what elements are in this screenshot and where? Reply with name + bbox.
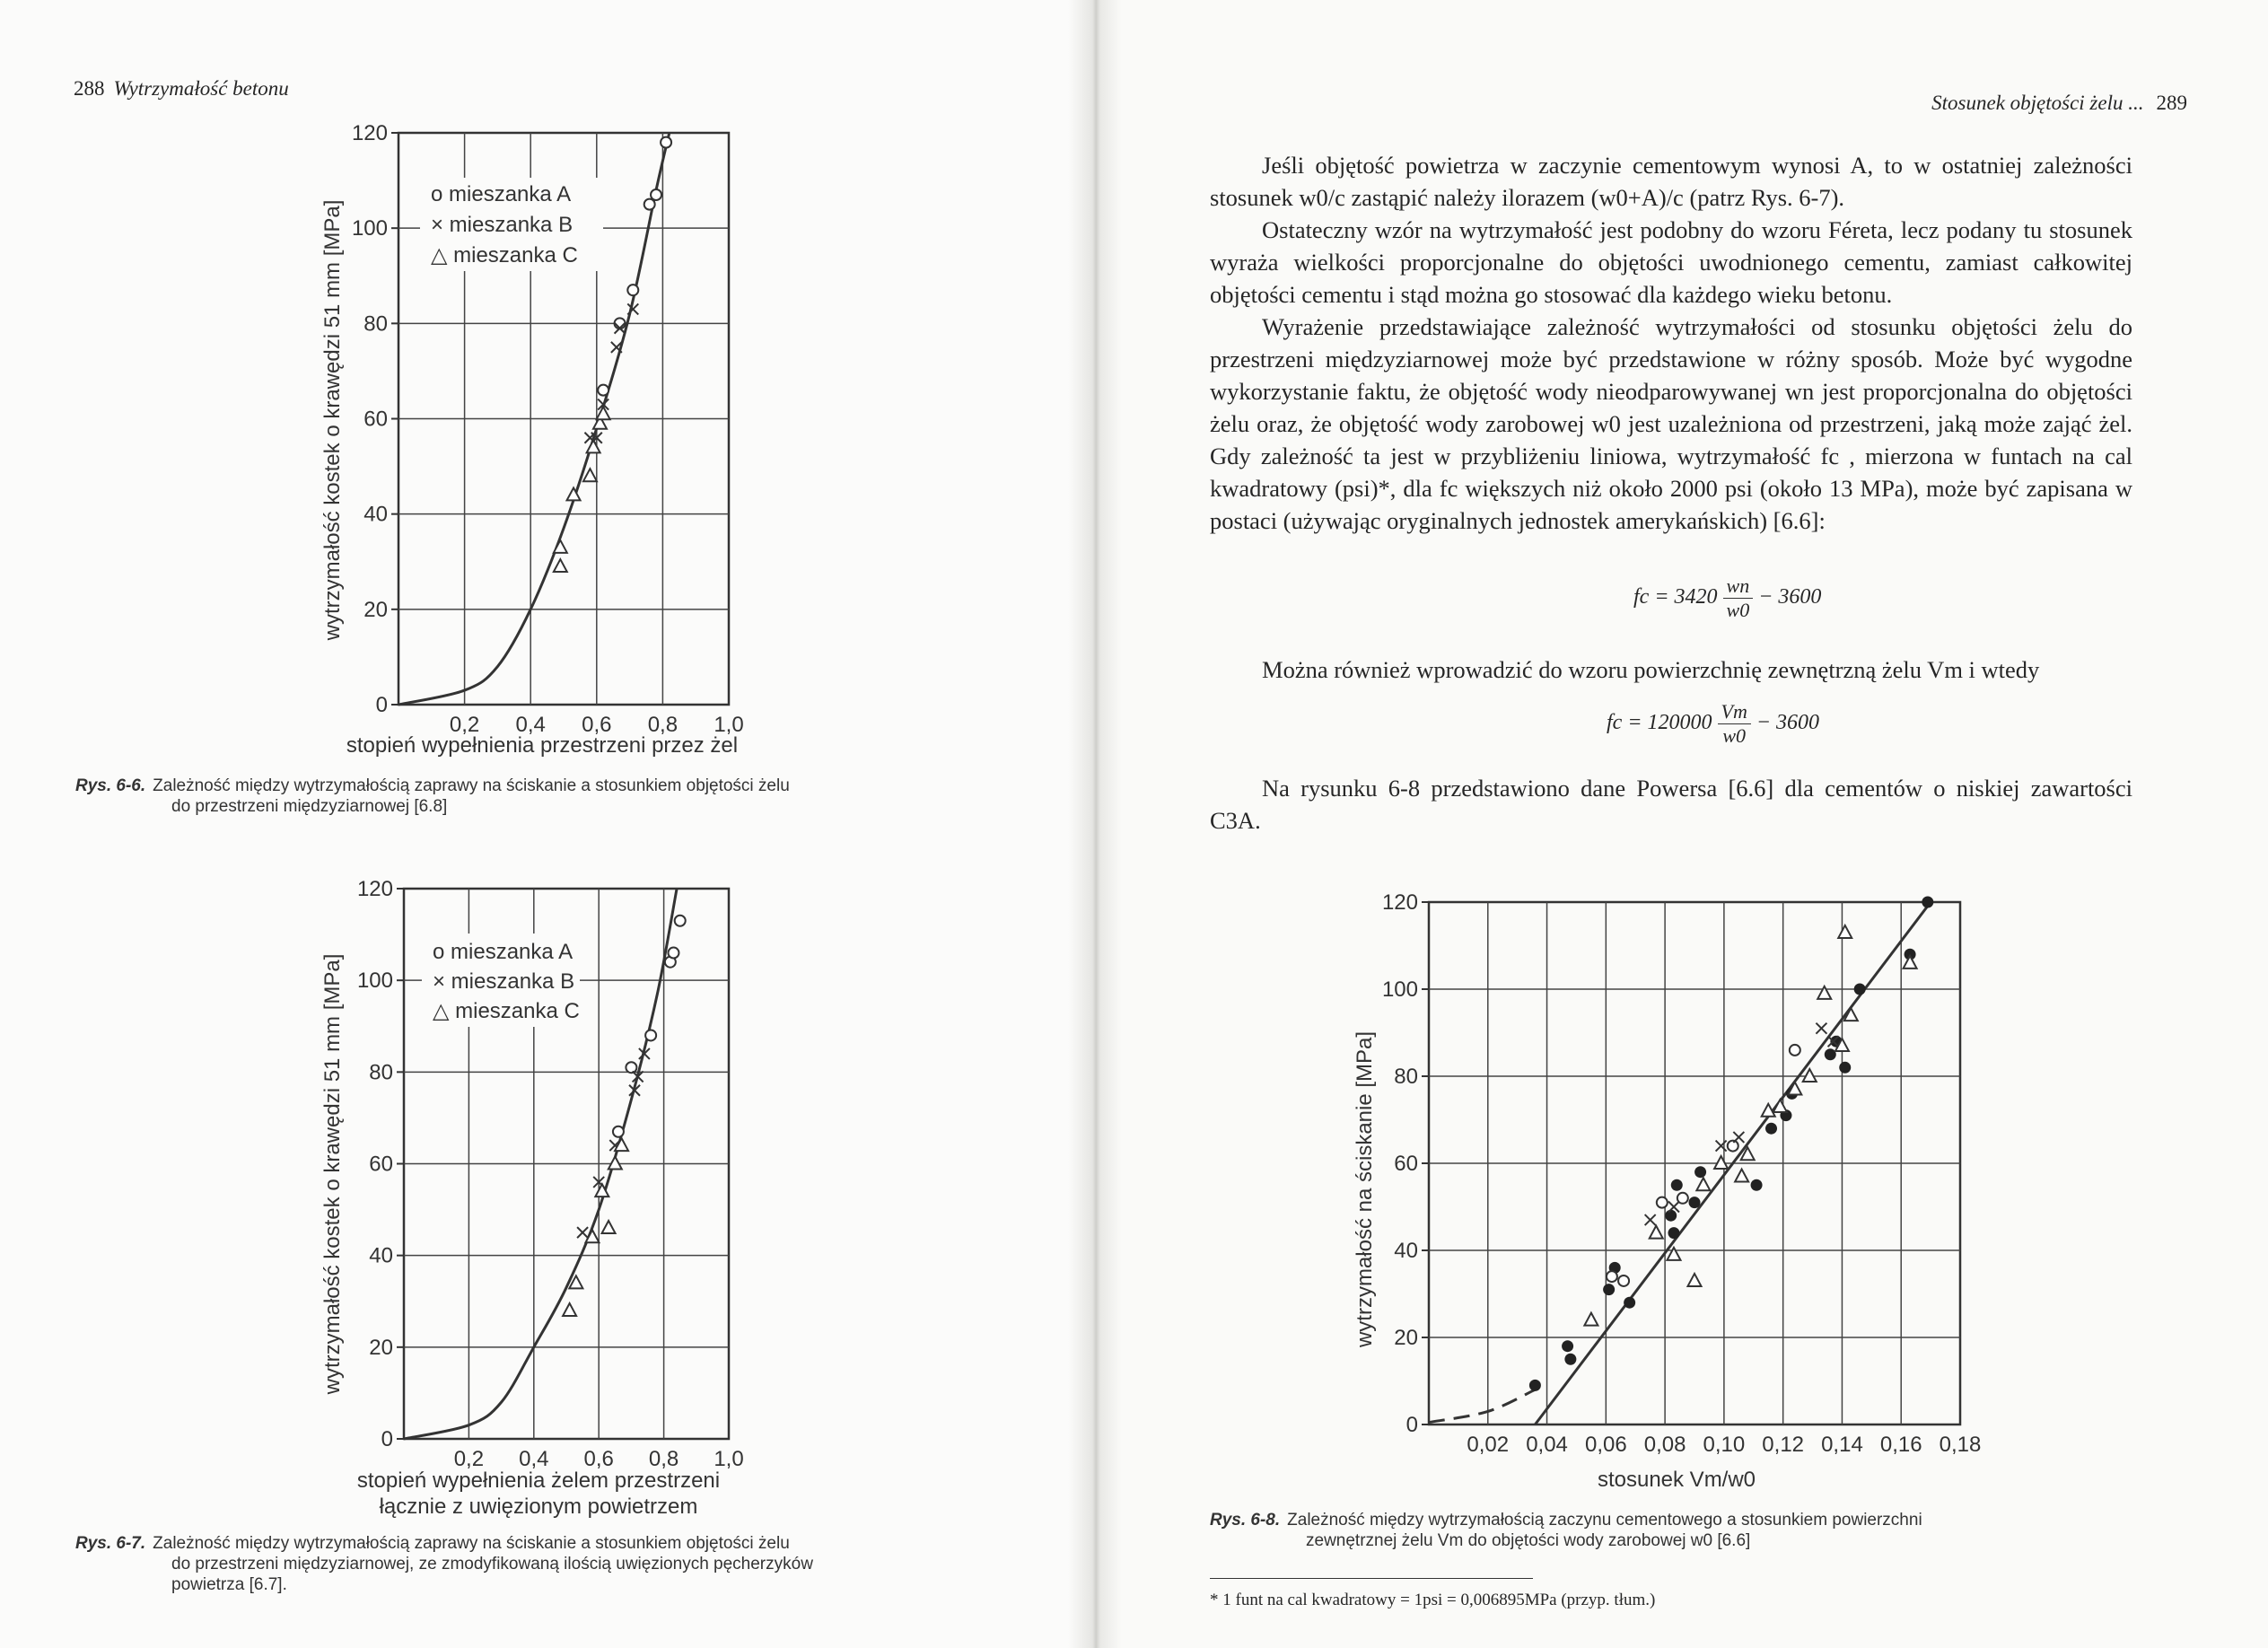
paragraph-1: Jeśli objętość powietrza w zaczynie cementowym wynosi A, to w ostatniej zależności stosunek w0/c zastąpić należy ilorazem (w0+A)/c (patrz Rys. 6-7). <box>1210 152 2132 211</box>
fig68-point-triangle <box>1838 925 1852 938</box>
fig68-point-circle <box>1607 1271 1617 1282</box>
fig66-legend-c: △ mieszanka C <box>431 243 578 267</box>
fig66-xtick-label: 0,8 <box>647 713 679 737</box>
fig68-point-circle <box>1790 1045 1800 1056</box>
fig68-ytick-label: 80 <box>1394 1065 1418 1089</box>
fig68-xlabel: stosunek Vm/w0 <box>1597 1468 1756 1492</box>
fig68-ytick-label: 0 <box>1405 1413 1418 1437</box>
fig67-xlabel-line2: łącznie z uwięzionym powietrzem <box>379 1495 698 1519</box>
footnote-rule <box>1210 1578 1533 1579</box>
fig67-legend-a: o mieszanka A <box>433 940 574 964</box>
fig68-point-triangle <box>1817 986 1831 999</box>
formula1-den: w0 <box>1726 599 1750 621</box>
fig68-ytick-label: 20 <box>1394 1326 1418 1350</box>
fig68-xtick-label: 0,14 <box>1821 1433 1863 1457</box>
fig68-point-cross <box>1816 1023 1826 1034</box>
fig67-caption-label: Rys. 6-7. <box>75 1534 146 1553</box>
fig68-point-dot <box>1562 1340 1573 1352</box>
fig68-point-triangle <box>1650 1226 1663 1239</box>
fig68-point-dot <box>1624 1297 1635 1309</box>
formula2-rhs: − 3600 <box>1756 711 1820 735</box>
fig66-caption-line1: Zależność między wytrzymałością zaprawy na ściskanie a stosunkiem objętości żelu <box>153 776 790 795</box>
fig66-legend-b: × mieszanka B <box>431 213 574 237</box>
fig68-point-triangle <box>1696 1178 1710 1190</box>
fig68-point-dot <box>1765 1123 1777 1135</box>
fig68-point-triangle <box>1803 1069 1817 1082</box>
fig67-ytick-label: 80 <box>369 1060 393 1085</box>
fig68-point-triangle <box>1688 1274 1702 1286</box>
fig68-xtick-label: 0,04 <box>1526 1433 1568 1457</box>
fig68-dashed-line <box>1429 1389 1535 1422</box>
fig68-point-dot <box>1854 984 1866 995</box>
fig68-xtick-label: 0,06 <box>1584 1433 1627 1457</box>
fig68-point-dot <box>1751 1179 1763 1191</box>
formula2-lhs: fc = 120000 <box>1607 711 1712 735</box>
left-page-number: 288 <box>74 77 105 100</box>
fig67-ytick-label: 0 <box>381 1427 393 1451</box>
fig67-xtick-label: 1,0 <box>714 1447 744 1471</box>
fig66-caption-label: Rys. 6-6. <box>75 776 146 795</box>
fig67-caption-line3: powietrza [6.7]. <box>171 1575 287 1594</box>
fig67-ytick-label: 60 <box>369 1152 393 1177</box>
fig66-xtick-label: 0,6 <box>582 713 612 737</box>
fig68-xtick-label: 0,08 <box>1643 1433 1686 1457</box>
fig68-xtick-label: 0,12 <box>1762 1433 1805 1457</box>
fig66-ytick-label: 0 <box>375 693 388 717</box>
fig68-point-dot <box>1668 1227 1679 1239</box>
fig66-xtick-label: 1,0 <box>714 713 744 737</box>
fig67-caption-line2: do przestrzeni międzyziarnowej, ze zmodyfikowaną ilością uwięzionych pęcherzyków <box>171 1555 813 1573</box>
formula1-num: wn <box>1723 574 1754 599</box>
fig68-ytick-label: 40 <box>1394 1239 1418 1263</box>
fig68-point-dot <box>1564 1354 1576 1365</box>
fig66-legend-a: o mieszanka A <box>431 182 572 206</box>
fig68-caption-line2: zewnętrznej żelu Vm do objętości wody zarobowej w0 [6.6] <box>1306 1531 1751 1550</box>
fig66-ytick-label: 40 <box>363 502 388 527</box>
fig66-xlabel: stopień wypełnienia przestrzeni przez żel <box>346 733 739 758</box>
fig68-point-cross <box>1716 1141 1727 1152</box>
fig68-point-dot <box>1529 1380 1541 1391</box>
formula1-rhs: − 3600 <box>1758 585 1822 609</box>
footnote: * 1 funt na cal kwadratowy = 1psi = 0,006895MPa (przyp. tłum.) <box>1210 1591 1656 1609</box>
fig68-point-circle <box>1618 1275 1629 1286</box>
fig67-legend-c: △ mieszanka C <box>433 999 580 1023</box>
fig68-point-cross <box>1733 1132 1744 1143</box>
left-running-title: Wytrzymałość betonu <box>113 77 289 100</box>
paragraph-3: Wyrażenie przedstawiające zależność wytrzymałości od stosunku objętości żelu do przestrzeni międzyziarnowej może być przedstawione w różny sposób. Może być wygodne wykorzystanie faktu, że objętość wody nieodparowywanej wn jest proporcjonalna do objętości żelu oraz, że objętość wody zarobowej w0 jest uzależniona od przestrzeni, jaką może zająć żel. Gdy zależność ta jest w przybliżeniu liniowa, wytrzymałość fc , mierzona w funtach na cal kwadratowy (psi)*, dla fc większych niż około 2000 psi (około 13 MPa), może być zapisana w postaci (używając oryginalnych jednostek amerykańskich) [6.6]: <box>1210 313 2132 534</box>
fig67-ylabel: wytrzymałość kostek o krawędzi 51 mm [MPa] <box>320 953 345 1395</box>
fig68-caption <box>1210 1510 2143 1551</box>
fig66-ytick-label: 20 <box>363 597 388 622</box>
fig68-point-cross <box>1645 1214 1656 1225</box>
fig67-legend-b: × mieszanka B <box>433 969 575 994</box>
fig66-ylabel: wytrzymałość kostek o krawędzi 51 mm [MPa] <box>320 199 345 641</box>
fig68-ytick-label: 60 <box>1394 1152 1418 1176</box>
fig66-ytick-label: 80 <box>363 311 388 337</box>
fig66-ytick-label: 100 <box>351 216 388 241</box>
fig67-xtick-label: 0,2 <box>453 1447 485 1471</box>
fig68-point-dot <box>1694 1166 1706 1178</box>
fig68-caption-line1: Zależność między wytrzymałością zaczynu cementowego a stosunkiem powierzchni <box>1287 1511 1922 1530</box>
fig67-ytick-label: 100 <box>356 969 393 994</box>
formula2-num: Vm <box>1718 700 1751 724</box>
fig68-xtick-label: 0,10 <box>1703 1433 1746 1457</box>
fig68-point-dot <box>1665 1210 1677 1222</box>
fig68-point-circle <box>1728 1141 1738 1152</box>
fig68-point-triangle <box>1714 1156 1728 1169</box>
paragraph-2: Ostateczny wzór na wytrzymałość jest podobny do wzoru Féreta, lecz podany tu stosunek wyraża wielkości proporcjonalne do objętości uwodnionego cementu, zamiast całkowitej objętości cementu i stąd można go stosować dla każdego wieku betonu. <box>1210 216 2132 308</box>
fig68-point-dot <box>1603 1284 1615 1295</box>
fig66-ytick-label: 60 <box>363 407 388 432</box>
fig67-xlabel-line1: stopień wypełnienia żelem przestrzeni <box>356 1468 721 1493</box>
fig68-xtick-label: 0,16 <box>1879 1433 1922 1457</box>
fig66-xtick-label: 0,4 <box>515 713 546 737</box>
fig68-ylabel: wytrzymałość na ściskanie [MPa] <box>1353 1030 1377 1348</box>
fig67-caption-line1: Zależność między wytrzymałością zaprawy na ściskanie a stosunkiem objętości żelu <box>153 1534 790 1553</box>
fig67-xtick-label: 0,4 <box>519 1447 549 1471</box>
fig68-point-dot <box>1839 1062 1851 1074</box>
fig67-xtick-label: 0,6 <box>583 1447 614 1471</box>
right-running-title: Stosunek objętości żelu ... <box>1931 92 2144 114</box>
fig68-point-dot <box>1825 1048 1836 1060</box>
formula2-den: w0 <box>1722 724 1747 747</box>
fig67-ytick-label: 40 <box>369 1243 393 1268</box>
fig67-xtick-label: 0,8 <box>648 1447 679 1471</box>
fig68-caption-label: Rys. 6-8. <box>1210 1511 1281 1530</box>
fig68-point-dot <box>1922 897 1933 908</box>
fig68-point-triangle <box>1735 1170 1748 1182</box>
fig66-ytick-label: 120 <box>351 121 388 145</box>
fig68-ytick-label: 100 <box>1381 977 1418 1002</box>
fig68-point-dot <box>1671 1179 1683 1191</box>
fig67-ytick-label: 120 <box>356 877 393 901</box>
fig68-point-dot <box>1689 1197 1701 1208</box>
fig68-ytick-label: 120 <box>1381 890 1418 915</box>
fig68-point-triangle <box>1584 1313 1598 1326</box>
fig66-caption-line2: do przestrzeni międzyziarnowej [6.8] <box>171 797 448 816</box>
fig68-xtick-label: 0,18 <box>1939 1433 1982 1457</box>
fig67-ytick-label: 20 <box>369 1335 393 1360</box>
paragraph-5: Na rysunku 6-8 przedstawiono dane Powersa [6.6] dla cementów o niskiej zawartości C3A. <box>1210 775 2132 834</box>
fig68-xtick-label: 0,02 <box>1467 1433 1510 1457</box>
fig66-xtick-label: 0,2 <box>449 713 480 737</box>
right-page-number: 289 <box>2156 92 2187 114</box>
fig68-point-circle <box>1657 1197 1668 1208</box>
formula1-lhs: fc = 3420 <box>1633 585 1718 609</box>
paragraph-4: Można również wprowadzić do wzoru powierzchnię zewnętrzną żelu Vm i wtedy <box>1262 656 2040 683</box>
